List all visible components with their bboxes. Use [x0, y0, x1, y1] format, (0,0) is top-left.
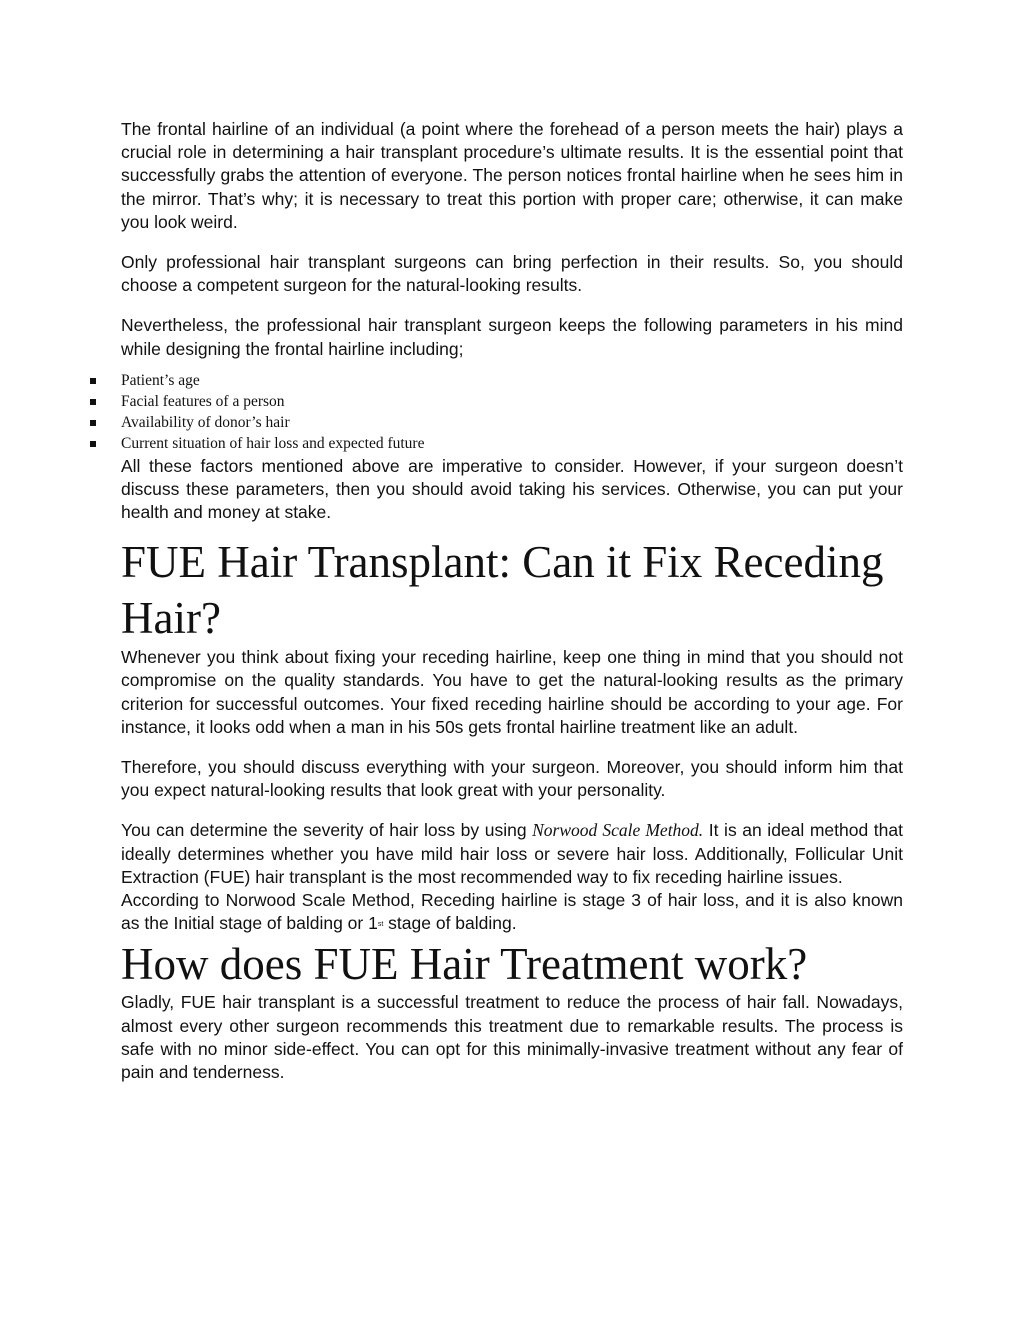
square-bullet-icon [90, 420, 96, 426]
list-item [121, 391, 903, 412]
square-bullet-icon [90, 441, 96, 447]
list-item [121, 370, 903, 391]
section1-paragraph-1: Whenever you think about fixing your receding hairline, keep one thing in mind that you should not compromise on the quality standards. You have to get the natural-looking results as the primary criterion for successful outcomes. Your fixed receding hairline should be according to your age. For instance, it looks odd when a man in his 50s gets frontal hairline treatment like an adult. [121, 647, 903, 737]
square-bullet-icon [90, 378, 96, 384]
text-run: stage of balding. [383, 913, 517, 934]
parameters-list [121, 370, 903, 455]
intro-paragraph-3: Nevertheless, the professional hair transplant surgeon keeps the following parameters in his mind while designing the frontal hairline including; [121, 315, 903, 359]
list-item-text: Availability of donor’s hair [121, 414, 290, 432]
square-bullet-icon [90, 399, 96, 405]
text-run: According to Norwood Scale Method, Receding hairline is stage 3 of hair loss, and it is also known as the Initial stage of balding or 1 [121, 890, 903, 934]
intro-paragraph-1: The frontal hairline of an individual (a point where the forehead of a person meets the hair) plays a crucial role in determining a hair transplant procedure’s ultimate results. It is the essential point that successfully grabs the attention of everyone. The person notices frontal hairline when he sees him in the mirror. That’s why; it is necessary to treat this portion with proper care; otherwise, it can make you look weird. [121, 119, 903, 232]
section1-paragraph-4 [121, 889, 903, 935]
norwood-scale-emphasis: Norwood Scale Method. [532, 820, 704, 841]
section1-paragraph-3 [121, 819, 903, 889]
section1-paragraph-2: Therefore, you should discuss everything with your surgeon. Moreover, you should inform him that you expect natural-looking results that look great with your personality. [121, 757, 903, 801]
list-item-text: Current situation of hair loss and expected future [121, 435, 425, 453]
section-heading-fue-receding: FUE Hair Transplant: Can it Fix Receding Hair? [121, 537, 884, 644]
list-item [121, 433, 903, 454]
list-item [121, 412, 903, 433]
text-run: It is an ideal method that ideally determines whether you have mild hair loss or severe hair loss. Additionally, Follicular Unit Extraction (FUE) hair transplant is the most recommended way to fix receding hairline issues. [121, 820, 903, 887]
section-heading-fue-treatment: How does FUE Hair Treatment work? [121, 939, 808, 990]
after-list-paragraph: All these factors mentioned above are imperative to consider. However, if your surgeon doesn’t discuss these parameters, then you should avoid taking his services. Otherwise, you can put your health and money at stake. [121, 455, 903, 523]
document-page [121, 118, 903, 1084]
text-run: You can determine the severity of hair loss by using [121, 820, 533, 841]
ordinal-superscript: st [377, 921, 384, 929]
list-item-text: Facial features of a person [121, 393, 285, 411]
list-item-text: Patient’s age [121, 371, 200, 389]
section2-paragraph-1: Gladly, FUE hair transplant is a successful treatment to reduce the process of hair fall. Nowadays, almost every other surgeon recommends this treatment due to remarkable results. The process is safe with no minor side-effect. You can opt for this minimally-invasive treatment without any fear of pain and tenderness. [121, 992, 903, 1083]
intro-paragraph-2: Only professional hair transplant surgeons can bring perfection in their results. So, you should choose a competent surgeon for the natural-looking results. [121, 252, 903, 296]
